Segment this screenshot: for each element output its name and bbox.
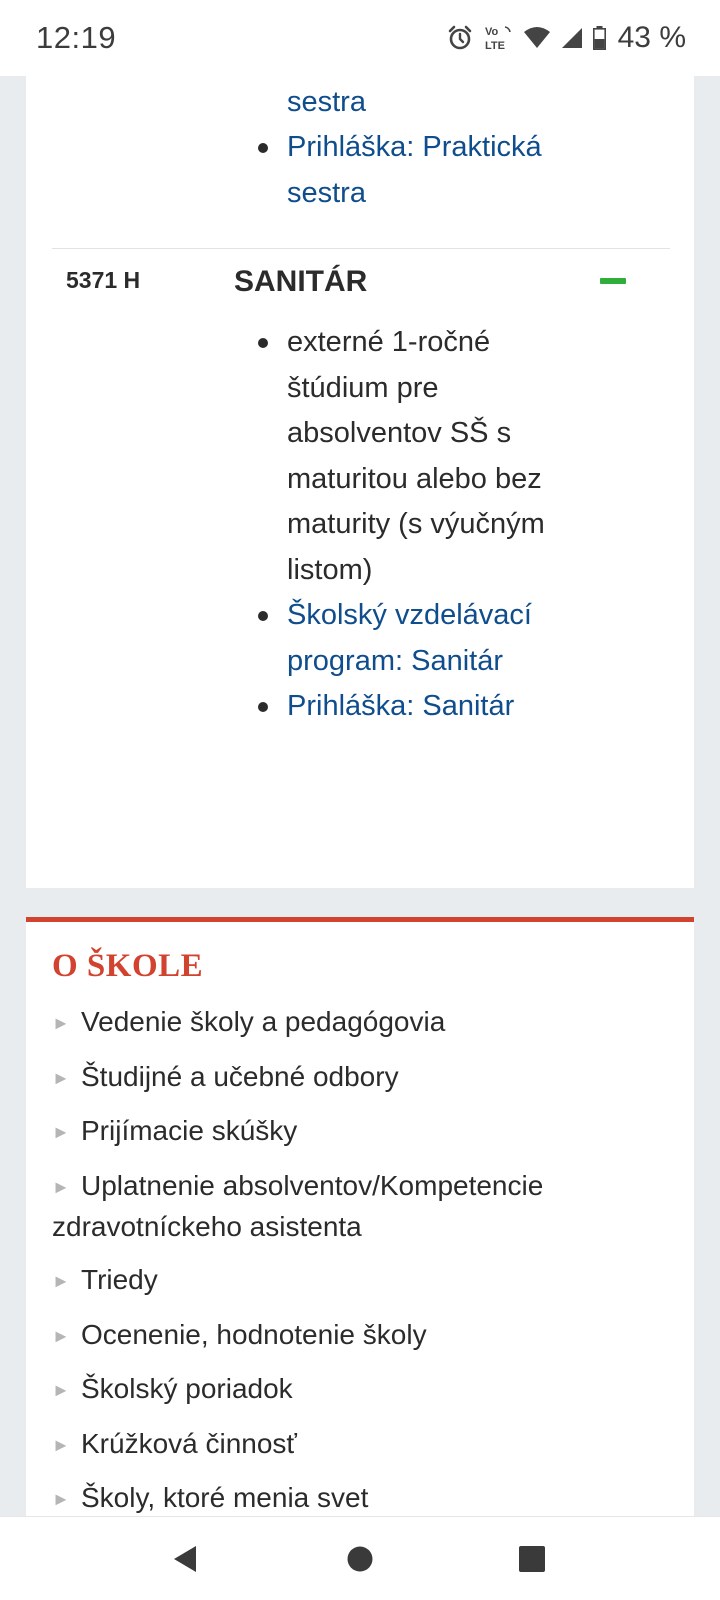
recents-button[interactable]	[482, 1517, 582, 1600]
menu-item-changemaker-schools[interactable]	[52, 1478, 672, 1519]
menu-item-leadership[interactable]	[52, 1002, 672, 1043]
menu-item-label: Vedenie školy a pedagógovia	[81, 1006, 446, 1037]
battery-percentage: 43 %	[617, 21, 686, 54]
arrow-icon: ►	[52, 1489, 70, 1509]
system-nav-bar	[0, 1516, 720, 1600]
menu-item-awards[interactable]	[52, 1315, 672, 1356]
home-icon	[346, 1545, 374, 1573]
back-icon	[172, 1544, 198, 1574]
menu-item-label: Školský poriadok	[81, 1373, 293, 1404]
course-code: 5371 H	[66, 267, 141, 293]
previous-link-tail[interactable]: sestra	[287, 86, 366, 118]
course-title: SANITÁR	[234, 265, 368, 298]
application-link-orderly[interactable]: Prihláška: Sanitár	[257, 684, 587, 730]
status-time: 12:19	[36, 20, 117, 55]
course-card	[26, 76, 694, 888]
menu-item-graduate-placement[interactable]	[52, 1166, 672, 1247]
signal-icon	[561, 27, 583, 49]
wifi-icon	[523, 26, 551, 50]
status-icons	[447, 18, 686, 58]
recents-icon	[518, 1545, 546, 1573]
status-flag-icon	[600, 278, 626, 284]
alarm-icon	[447, 25, 473, 51]
arrow-icon: ►	[52, 1122, 70, 1142]
menu-item-label: Školy, ktoré menia svet	[81, 1482, 369, 1513]
volte-icon	[483, 23, 513, 53]
course-detail-list	[257, 320, 587, 730]
menu-item-clubs[interactable]	[52, 1424, 672, 1465]
arrow-icon: ►	[52, 1013, 70, 1033]
arrow-icon: ►	[52, 1434, 70, 1455]
menu-item-study-fields[interactable]	[52, 1057, 672, 1098]
about-school-widget	[26, 917, 694, 1517]
menu-item-label: Ocenenie, hodnotenie školy	[81, 1318, 427, 1350]
menu-item-label: Prijímacie skúšky	[81, 1115, 298, 1146]
volte-bottom-label: LTE	[484, 40, 505, 52]
home-button[interactable]	[310, 1517, 410, 1600]
application-link-nurse[interactable]: Prihláška: Praktická sestra	[257, 125, 617, 216]
curriculum-link[interactable]: Školský vzdelávací program: Sanitár	[257, 593, 587, 684]
arrow-icon: ►	[52, 1271, 70, 1291]
menu-item-label: Triedy	[81, 1264, 158, 1295]
menu-item-label: Študijné a učebné odbory	[81, 1060, 399, 1092]
arrow-icon: ►	[52, 1176, 70, 1197]
row-divider	[52, 248, 670, 249]
about-school-title: O ŠKOLE	[52, 948, 204, 984]
arrow-icon: ►	[52, 1380, 70, 1400]
arrow-icon: ►	[52, 1067, 70, 1088]
arrow-icon: ►	[52, 1325, 70, 1346]
menu-item-classes[interactable]	[52, 1260, 672, 1301]
menu-item-label: Uplatnenie absolventov/Kompetencie zdravotníckeho asistenta	[52, 1169, 544, 1242]
volte-top-label: Vo	[484, 26, 498, 38]
status-bar	[0, 0, 720, 76]
previous-course-list	[257, 125, 617, 216]
menu-item-label: Krúžková činnosť	[81, 1427, 297, 1459]
about-school-menu	[52, 1002, 672, 1533]
menu-item-entrance-exams[interactable]	[52, 1111, 672, 1152]
course-description: externé 1-ročné štúdium pre absolventov SŠ s maturitou alebo bez maturity (s výučným listom)	[257, 320, 587, 593]
menu-item-school-rules[interactable]	[52, 1369, 672, 1410]
battery-icon	[593, 26, 606, 50]
back-button[interactable]	[135, 1517, 235, 1600]
